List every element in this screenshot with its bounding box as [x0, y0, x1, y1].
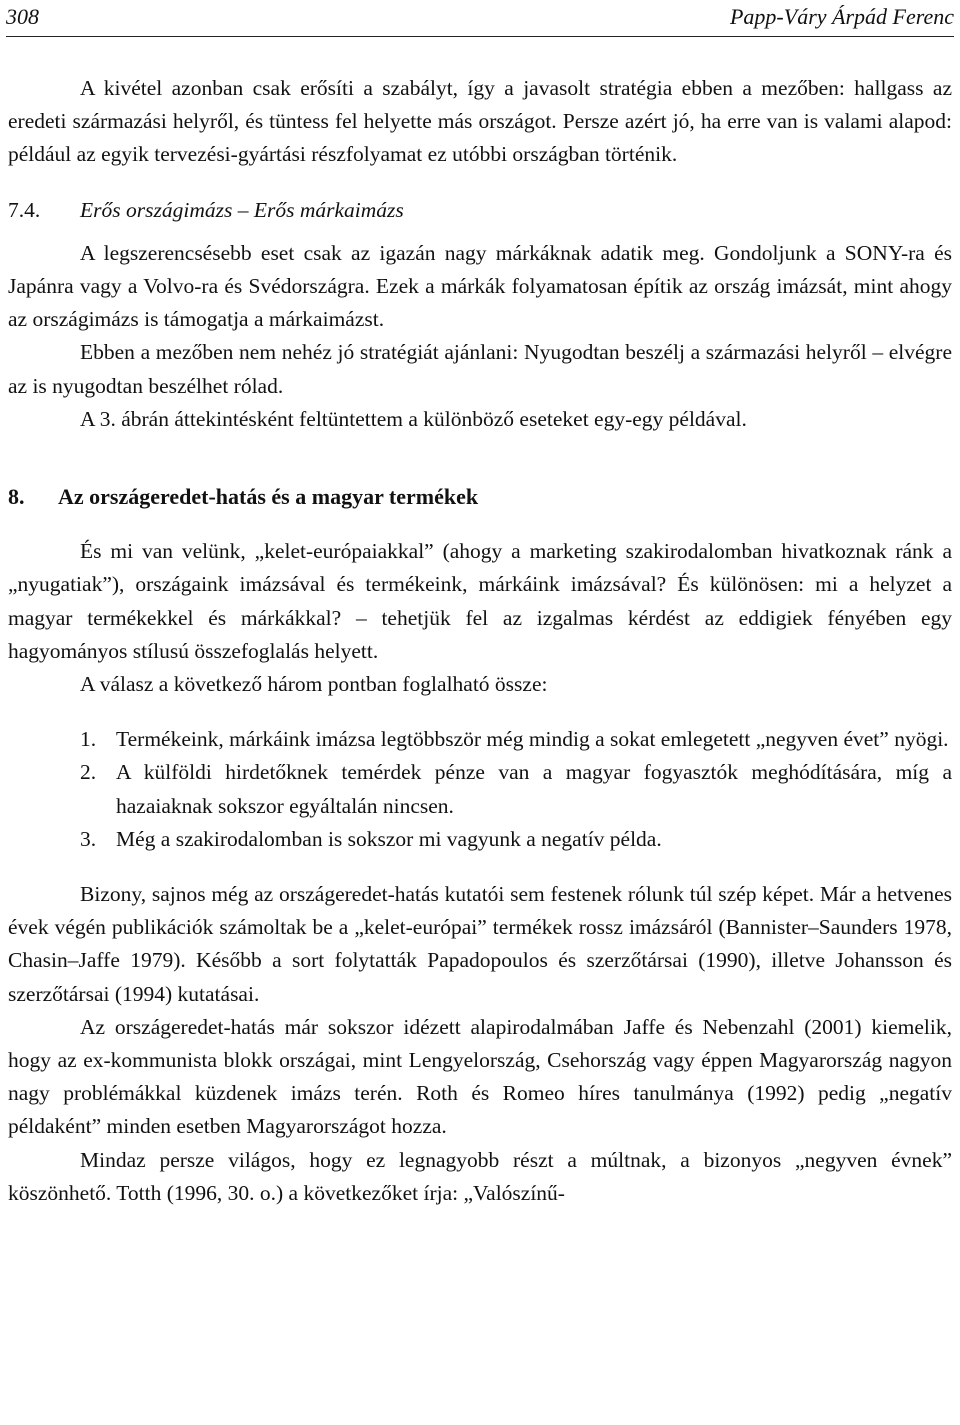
chapter-title: Az országeredet-hatás és a magyar termékek: [58, 484, 479, 510]
list-item-text: A külföldi hirdetőknek temérdek pénze van a magyar fogyasztók meghódítására, míg a hazaiaknak sokszor egyáltalán nincsen.: [116, 760, 952, 818]
section-number: 7.4.: [8, 197, 41, 222]
paragraph: Mindaz persze világos, hogy ez legnagyobb részt a múltnak, a bizonyos „negyven évnek” köszönhető. Totth (1996, 30. o.) a következőket írja: „Valószínű-: [8, 1147, 952, 1205]
section-title: Erős országimázs – Erős márkaimázs: [80, 197, 404, 222]
section-heading-7-4: [8, 194, 952, 227]
intro-paragraph: A kivétel azonban csak erősíti a szabályt, így a javasolt stratégia ebben a mezőben: hallgass az eredeti származási helyről, és tüntess fel helyette más országot. Persze azért jó, ha erre van is valami alapod: például az egyik tervezési-gyártási részfolyamat ez utóbbi országban történik.: [8, 76, 952, 167]
paragraph: És mi van velünk, „kelet-európaiakkal” (ahogy a marketing szakirodalomban hivatkoznak ránk a „nyugatiak”), országaink imázsával és termékeink, márkáink imázsával? És különösen: mi a helyzet a magyar termékekkel és márkákkal? – tehetjük fel az izgalmas kérdést az eddigiek fényében egy hagyományos stílusú összefoglalás helyett.: [8, 539, 952, 663]
paragraph: A legszerencsésebb eset csak az igazán nagy márkáknak adatik meg. Gondoljunk a SONY-ra és Japánra vagy a Volvo-ra és Svédországra. Ezek a márkák folyamatosan építik az ország imázsát, mint ahogy az országimázs is támogatja a márkaimázst.: [8, 240, 952, 332]
paragraph: A válasz a következő három pontban foglalható össze:: [80, 672, 548, 697]
running-header: [6, 0, 954, 37]
page-number: 308: [6, 4, 39, 29]
paragraph: Ebben a mezőben nem nehéz jó stratégiát ajánlani: Nyugodtan beszélj a származási helyről – elvégre az is nyugodtan beszélhet rólad.: [8, 340, 952, 398]
chapter-number: 8.: [8, 484, 25, 510]
list-item: [8, 823, 952, 856]
running-header-author: Papp-Váry Árpád Ferenc: [729, 4, 954, 29]
paragraph: Bizony, sajnos még az országeredet-hatás kutatói sem festenek rólunk túl szép képet. Már a hetvenes évek végén publikációk számoltak be a „kelet-európai” termékek rossz imázsáról (Bannister–Saunders 1978, Chasin–Jaffe 1979). Később a sort folytatták Papadopoulos és szerzőtársai (1990), illetve Johansson és szerzőtársai (1994) kutatásai.: [8, 882, 952, 1006]
paragraph: Az országeredet-hatás már sokszor idézett alapirodalmában Jaffe és Nebenzahl (2001) kiemelik, hogy az ex-kommunista blokk országai, mint Lengyelország, Csehország vagy éppen Magyarország nagyon nagy problémákkal küzdenek imázs terén. Roth és Romeo híres tanulmánya (1992) pedig „negatív példaként” minden esetben Magyarországot hozza.: [8, 1014, 952, 1139]
list-item: [8, 756, 952, 822]
numbered-list: [8, 723, 952, 856]
list-item-text: Még a szakirodalomban is sokszor mi vagyunk a negatív példa.: [116, 826, 662, 851]
body-text: [8, 72, 952, 1210]
paragraph: A 3. ábrán áttekintésként feltüntettem a különböző eseteket egy-egy példával.: [80, 406, 747, 431]
list-item: [8, 723, 952, 756]
list-marker: 1.: [80, 727, 97, 752]
list-marker: 3.: [80, 826, 97, 851]
list-marker: 2.: [80, 760, 97, 785]
list-item-text: Termékeink, márkáink imázsa legtöbbször még mindig a sokat emlegetett „negyven évet” nyögi.: [116, 727, 949, 752]
chapter-heading-8: [8, 480, 952, 513]
